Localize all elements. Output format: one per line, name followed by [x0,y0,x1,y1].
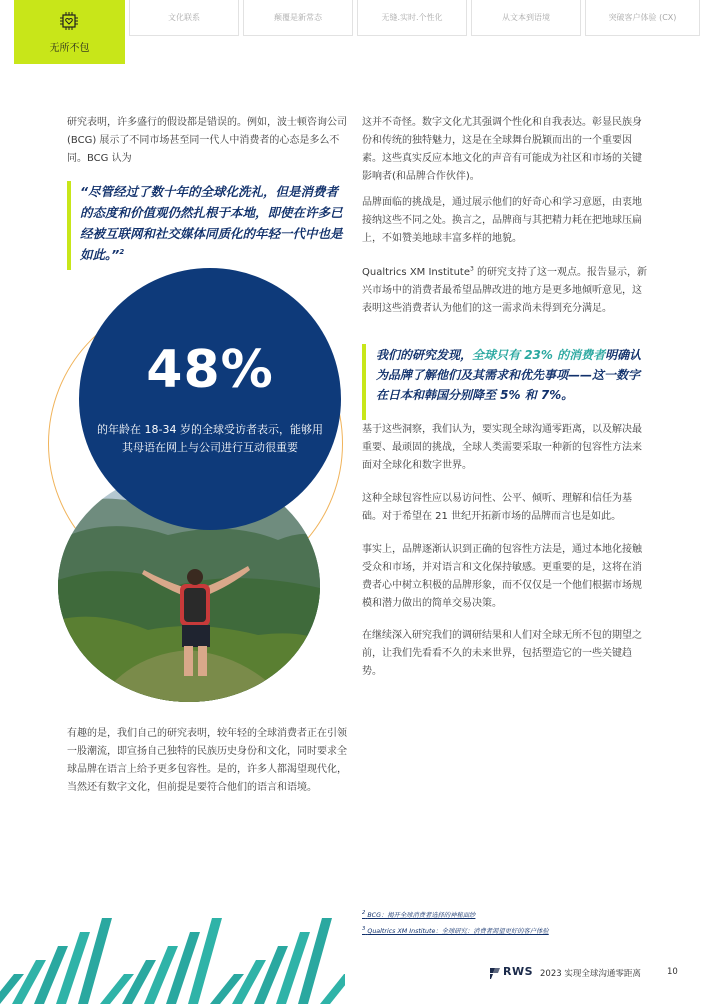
active-tab-label: 无所不包 [49,43,90,54]
stripe [320,974,345,1004]
tab-all-inclusive[interactable] [14,0,125,64]
quote-accent-bar [67,181,71,270]
footer-brand: RWS [503,965,534,978]
tab-disruption[interactable]: 颠覆是新常态 [243,0,353,36]
highlight-lead: 我们的研究发现， [376,348,473,362]
highlight-stat: 全球只有 23% 的消费者 [472,348,606,362]
decorative-stripes [0,904,345,1004]
rws-logo-icon [489,966,501,980]
highlight-accent-bar [362,344,366,420]
footer-title: 2023 实现全球沟通零距离 [540,969,641,979]
right-paragraph-3-rest: 的研究支持了这一观点。报告显示，新兴市场中的消费者最希望品牌改进的地方是更多地倾听意见，这表明这些消费者认为他们的这一需求尚未得到充分满足。 [362,267,648,314]
stat-circle [79,268,341,530]
bottom-paragraph: 有趣的是，我们自己的研究表明，较年轻的全球消费者正在引领一股潮流，即宣扬自己独特的民族历史身份和文化，同时要求全球品牌在语言上给予更多包容性。是的，许多人都渴望现代化，当然还有数字文化，但前提是要符合他们的语言和语境。 [67,728,347,793]
right-paragraph-7: 在继续深入研究我们的调研结果和人们对全球无所不包的期望之前，让我们先看看不久的未来世界，包括塑造它的一些关键趋势。 [362,630,642,677]
tab-cx-breakthrough[interactable]: 突破客户体验 (CX) [585,0,700,36]
highlight-rest: 明确认为品牌了解他们及其需求和优先事项——这一数字在日本和韩国分别降至 5% 和 7%。 [376,348,642,402]
research-highlight [376,345,648,405]
stripe [188,918,222,1004]
right-paragraph-2: 品牌面临的挑战是，通过展示他们的好奇心和学习意愿，由衷地接纳这些不同之处。换言之，品牌商与其把精力耗在把地球压扁上，不如赞美地球丰富多样的地貌。 [362,197,642,244]
footnote-qualtrics-text: Qualtrics XM Institute：全球研究：消费者渴望更好的客户体验 [367,928,549,936]
bcg-quote [80,181,350,265]
tab-seamless[interactable]: 无缝.实时.个性化 [357,0,467,36]
right-paragraph-3 [362,264,647,318]
bcg-quote-ref: 2 [119,247,125,256]
footnote-qualtrics-num: 3 [362,926,366,932]
footnote-bcg-link[interactable] [362,910,475,919]
stripe [78,918,112,1004]
stat-description: 的年龄在 18-34 岁的全球受访者表示，能够用其母语在网上与公司进行互动很重要 [97,423,323,454]
right-paragraph-6: 事实上，品牌逐渐认识到正确的包容性方法是，通过本地化接触受众和市场，并对语言和文化保持敏感。更重要的是，这将在消费者心中树立积极的品牌形象，而不仅仅是一个他们根据市场规模和潜力做出的简单交易决策。 [362,544,642,609]
right-paragraph-1: 这并不奇怪。数字文化尤其强调个性化和自我表达。彰显民族身份和传统的独特魅力，这是在全球舞台脱颖而出的一个重要因素。这些真实反应本地文化的声音有可能成为社区和市场的关键影响者(和品牌合作伙伴)。 [362,117,642,182]
tab-text-to-context[interactable]: 从文本到语境 [471,0,581,36]
stripe [298,918,332,1004]
footnote-bcg-text: BCG：揭开全球消费者选择的神秘面纱 [367,912,476,920]
tab-cultural-connection[interactable]: 文化联系 [129,0,239,36]
footnote-qualtrics-link[interactable] [362,926,549,935]
intro-paragraph: 研究表明，许多盛行的假设都是错误的。例如，波士顿咨询公司 (BCG) 展示了不同市场甚至同一代人中消费者的心态是多么不同。BCG 认为 [67,117,347,164]
page-number: 10 [667,967,678,977]
qualtrics-ref: 3 [470,265,474,273]
chip-heart-icon [59,12,79,30]
qualtrics-name: Qualtrics XM Institute [362,267,470,278]
footnote-bcg-num: 2 [362,910,366,916]
bcg-quote-text: “尽管经过了数十年的全球化洗礼，但是消费者的态度和价值观仍然扎根于本地，即使在许多已经被互联网和社交媒体同质化的年轻一代中也是如此。” [80,184,343,262]
stat-number: 48% [146,340,274,400]
right-paragraph-5: 这种全球包容性应以易访问性、公平、倾听、理解和信任为基础。对于希望在 21 世纪开拓新市场的品牌而言也是如此。 [362,493,632,522]
right-paragraph-4: 基于这些洞察，我们认为，要实现全球沟通零距离，以及解决最重要、最顽固的挑战，全球人类需要采取一种新的包容性方法来面对全球化和数字世界。 [362,424,642,471]
